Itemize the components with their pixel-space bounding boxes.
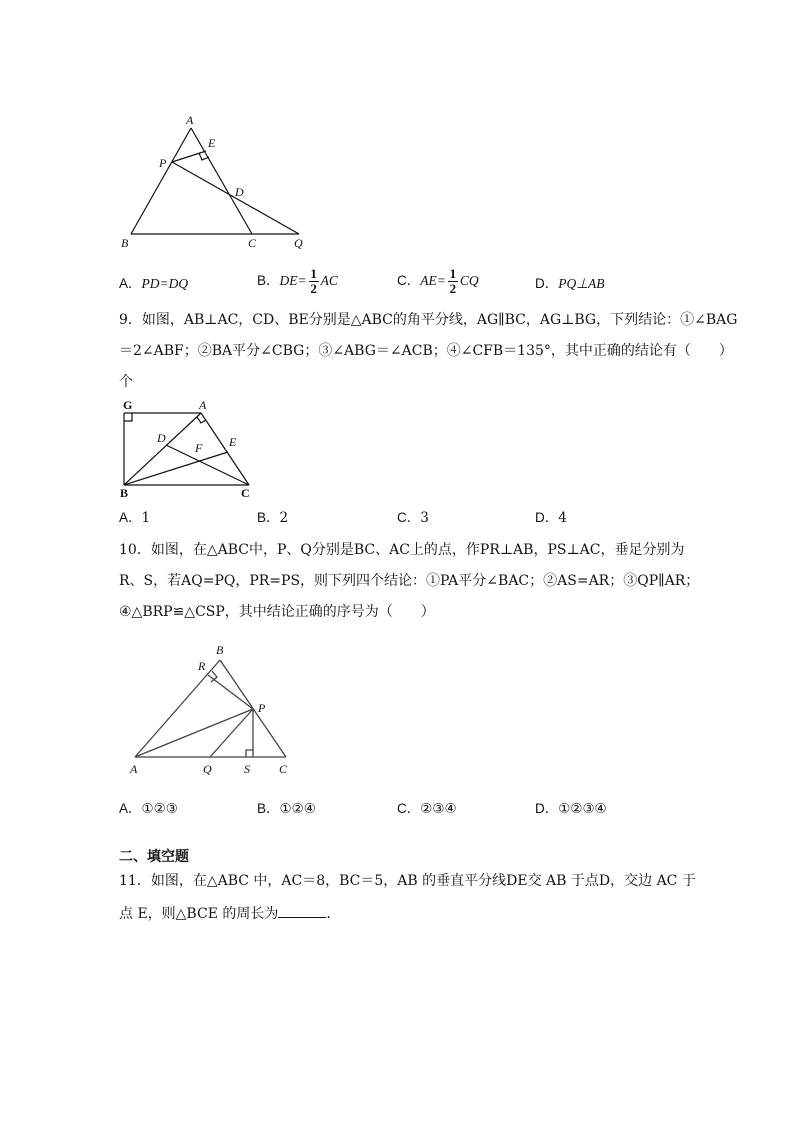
q10-line-2: R、S，若AQ=PQ，PR=PS，则下列四个结论：①PA平分∠BAC；②AS=AR；③QP∥AR； (119, 573, 700, 589)
segment-ap (135, 709, 253, 757)
segment-ba (124, 413, 201, 485)
label-c: C (241, 486, 250, 500)
q11-line-2 (119, 903, 340, 924)
label-p: P (159, 156, 167, 170)
label-e: E (208, 136, 216, 150)
label-q: Q (203, 762, 212, 776)
segment-ac (191, 128, 252, 234)
q9-line-3: 个 (119, 374, 133, 390)
figure-q9 (0, 395, 794, 505)
label-g: G (123, 398, 133, 412)
label-b: B (120, 486, 129, 500)
segment-pr (208, 675, 253, 709)
q10-option-c: C．②③④ (397, 801, 457, 817)
label-p: P (258, 701, 266, 715)
option-text: PQ⊥AB (558, 276, 605, 291)
option-text: DE= (279, 273, 307, 288)
q11-line-1: 11．如图，在△ABC 中，AC＝8，BC＝5，AB 的垂直平分线DE交 AB 于点D，交边 AC 于 (119, 873, 696, 889)
q11-period: ． (326, 906, 341, 922)
q8-option-c (397, 268, 479, 295)
label-s: S (244, 762, 250, 776)
label-a: A (186, 113, 194, 127)
label-a: A (199, 398, 207, 412)
option-letter: C． (397, 273, 421, 288)
label-b: B (216, 643, 224, 657)
segment-ac (201, 413, 249, 485)
q9-option-a: A．1 (119, 510, 151, 526)
q9-line-2: ＝2∠ABF；②BA平分∠CBG；③∠ABG＝∠ACB；④∠CFB＝135°，其中正确的结论有（ ） (119, 343, 733, 359)
label-b: B (121, 236, 129, 250)
answer-blank[interactable] (278, 903, 326, 918)
option-text: AE= (420, 273, 446, 288)
label-d: D (235, 185, 244, 199)
segment-ab (131, 128, 191, 234)
q10-option-a: A．①②③ (119, 801, 178, 817)
label-d: D (157, 431, 166, 445)
label-c: C (248, 236, 257, 250)
fraction-one-half: $\frac{1}{2}$ (449, 266, 457, 296)
label-a: A (130, 762, 138, 776)
q10-option-b: B．①②④ (257, 801, 316, 817)
label-e: E (229, 435, 237, 449)
segment-cd (166, 445, 249, 485)
label-r: R (198, 659, 206, 673)
q10-option-d: D．①②③④ (535, 801, 607, 817)
q10-line-1: 10．如图，在△ABC中，P、Q分别是BC、AC上的点，作PR⊥AB，PS⊥AC，垂足分别为 (119, 542, 685, 558)
right-angle-mark-s (246, 750, 253, 757)
right-angle-mark-g (124, 413, 132, 421)
q8-option-b (257, 268, 338, 295)
option-letter: B． (257, 273, 280, 288)
section-title-fill-in: 二、填空题 (119, 849, 189, 865)
option-letter: A． (119, 276, 142, 291)
q8-option-a (119, 274, 188, 294)
q8-option-d (535, 274, 605, 294)
segment-be (124, 452, 228, 485)
q9-option-b: B．2 (257, 510, 289, 526)
q9-option-d: D．4 (535, 510, 567, 526)
label-f: F (195, 441, 203, 455)
figure-q9-lines (124, 413, 249, 485)
option-text: PD=DQ (141, 276, 189, 291)
fraction-one-half: $\frac{1}{2}$ (310, 266, 317, 296)
option-letter: D． (535, 276, 559, 291)
q9-option-c: C．3 (397, 510, 429, 526)
segment-ab (135, 660, 220, 757)
option-text: AC (320, 273, 338, 288)
q11-text: 点 E，则△BCE 的周长为 (119, 906, 279, 922)
figure-q10 (0, 635, 794, 785)
q10-line-3: ④△BRP≌△CSP，其中结论正确的序号为（ ） (119, 604, 435, 620)
option-text: CQ (459, 273, 479, 288)
label-c: C (279, 762, 288, 776)
q9-line-1: 9．如图，AB⊥AC，CD、BE分别是△ABC的角平分线，AG∥BC，AG⊥BG，下列结论：①∠BAG (119, 312, 738, 328)
label-q: Q (294, 236, 303, 250)
